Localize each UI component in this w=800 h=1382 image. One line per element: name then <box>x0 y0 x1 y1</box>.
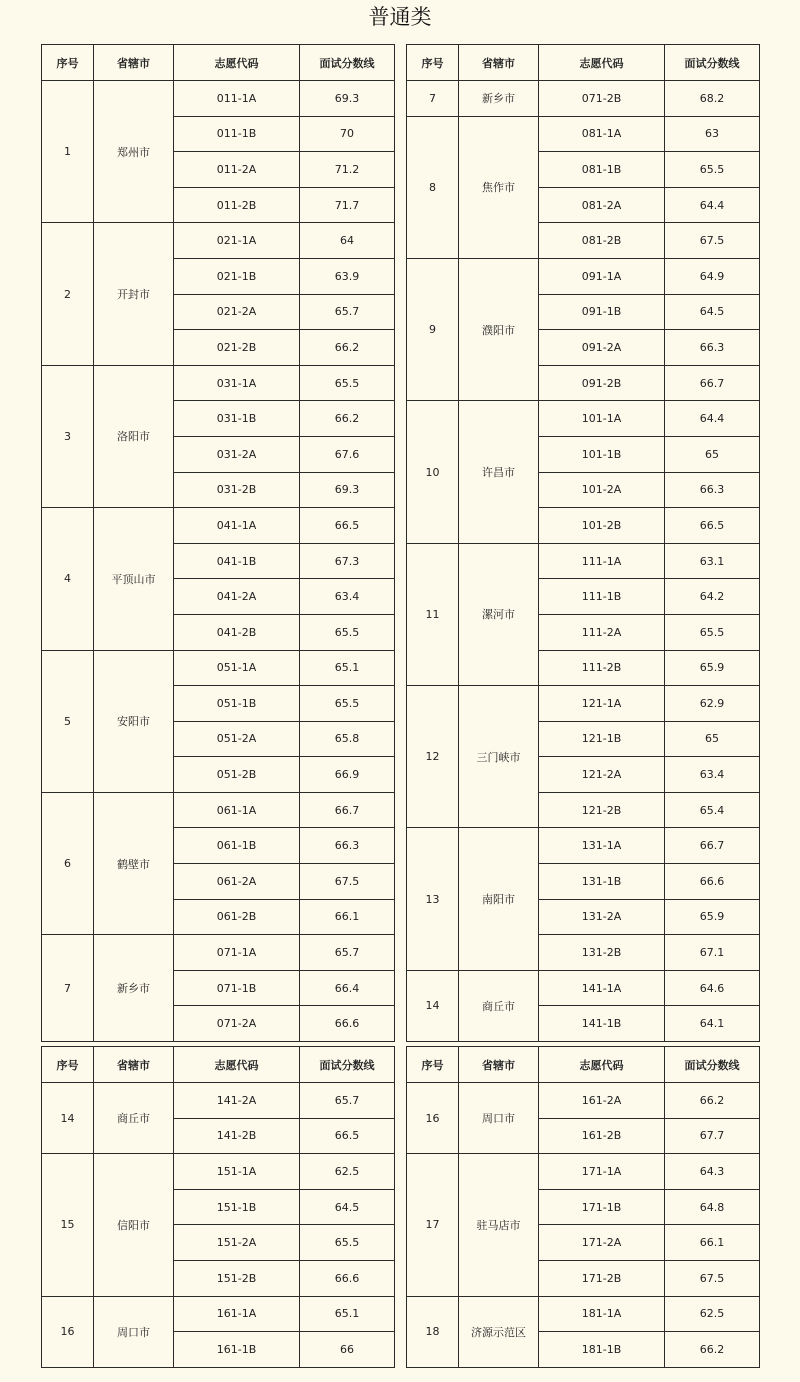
table-row <box>407 828 760 864</box>
interview-score: 64.5 <box>665 294 760 330</box>
interview-score: 64.4 <box>665 187 760 223</box>
interview-score: 66.4 <box>300 970 395 1006</box>
interview-score: 64.6 <box>665 970 760 1006</box>
choice-code: 051-1B <box>174 686 300 722</box>
interview-score: 65.5 <box>300 1225 395 1261</box>
choice-code: 111-2B <box>539 650 665 686</box>
choice-code: 181-1B <box>539 1332 665 1368</box>
interview-score: 65.5 <box>665 152 760 188</box>
row-number: 13 <box>407 828 459 970</box>
choice-code: 161-2A <box>539 1083 665 1119</box>
city-name: 商丘市 <box>94 1083 174 1154</box>
choice-code: 061-1A <box>174 792 300 828</box>
choice-code: 131-2A <box>539 899 665 935</box>
table-row <box>42 508 395 544</box>
city-name: 开封市 <box>94 223 174 365</box>
choice-code: 121-2B <box>539 792 665 828</box>
choice-code: 091-1A <box>539 258 665 294</box>
choice-code: 161-2B <box>539 1118 665 1154</box>
interview-score: 66.3 <box>300 828 395 864</box>
interview-score: 66.7 <box>300 792 395 828</box>
choice-code: 011-2A <box>174 152 300 188</box>
choice-code: 151-1A <box>174 1154 300 1190</box>
interview-score: 66.5 <box>300 508 395 544</box>
interview-score: 65 <box>665 721 760 757</box>
interview-score: 66.5 <box>300 1118 395 1154</box>
choice-code: 171-1A <box>539 1154 665 1190</box>
choice-code: 031-2B <box>174 472 300 508</box>
city-name: 许昌市 <box>459 401 539 543</box>
interview-score: 67.5 <box>665 1260 760 1296</box>
interview-score: 67.3 <box>300 543 395 579</box>
interview-score: 65.9 <box>665 899 760 935</box>
interview-score: 62.9 <box>665 686 760 722</box>
choice-code: 071-1A <box>174 935 300 971</box>
city-name: 濮阳市 <box>459 258 539 400</box>
row-number: 14 <box>407 970 459 1041</box>
row-number: 16 <box>42 1296 94 1367</box>
choice-code: 071-2B <box>539 81 665 117</box>
city-name: 新乡市 <box>94 935 174 1042</box>
header-code: 志愿代码 <box>539 45 665 81</box>
row-number: 16 <box>407 1083 459 1154</box>
interview-score: 65.5 <box>300 614 395 650</box>
choice-code: 061-1B <box>174 828 300 864</box>
interview-score: 65.4 <box>665 792 760 828</box>
interview-score: 66.1 <box>665 1225 760 1261</box>
choice-code: 041-2B <box>174 614 300 650</box>
header-city: 省辖市 <box>459 45 539 81</box>
choice-code: 121-1B <box>539 721 665 757</box>
interview-score: 67.5 <box>300 864 395 900</box>
interview-score: 66.3 <box>665 330 760 366</box>
interview-score: 65.5 <box>665 614 760 650</box>
row-number: 17 <box>407 1154 459 1296</box>
table-row <box>407 686 760 722</box>
choice-code: 111-1A <box>539 543 665 579</box>
choice-code: 161-1B <box>174 1332 300 1368</box>
score-table-3 <box>41 1046 395 1368</box>
choice-code: 171-2B <box>539 1260 665 1296</box>
table-row <box>407 970 760 1006</box>
interview-score: 62.5 <box>665 1296 760 1332</box>
header-code: 志愿代码 <box>174 45 300 81</box>
choice-code: 021-2B <box>174 330 300 366</box>
choice-code: 051-1A <box>174 650 300 686</box>
row-number: 1 <box>42 81 94 223</box>
choice-code: 021-1A <box>174 223 300 259</box>
header-row <box>407 1047 760 1083</box>
interview-score: 65.9 <box>665 650 760 686</box>
city-name: 商丘市 <box>459 970 539 1041</box>
interview-score: 69.3 <box>300 472 395 508</box>
choice-code: 051-2A <box>174 721 300 757</box>
interview-score: 64.5 <box>300 1189 395 1225</box>
interview-score: 66.9 <box>300 757 395 793</box>
row-number: 11 <box>407 543 459 685</box>
choice-code: 151-1B <box>174 1189 300 1225</box>
interview-score: 65.1 <box>300 1296 395 1332</box>
row-number: 5 <box>42 650 94 792</box>
choice-code: 161-1A <box>174 1296 300 1332</box>
interview-score: 63.9 <box>300 258 395 294</box>
header-no: 序号 <box>407 45 459 81</box>
table-row <box>407 1154 760 1190</box>
choice-code: 031-2A <box>174 436 300 472</box>
interview-score: 66.7 <box>665 365 760 401</box>
row-number: 6 <box>42 792 94 934</box>
city-name: 安阳市 <box>94 650 174 792</box>
header-row <box>42 45 395 81</box>
interview-score: 66.7 <box>665 828 760 864</box>
city-name: 周口市 <box>459 1083 539 1154</box>
interview-score: 66.6 <box>300 1260 395 1296</box>
choice-code: 151-2A <box>174 1225 300 1261</box>
interview-score: 65.7 <box>300 294 395 330</box>
choice-code: 091-1B <box>539 294 665 330</box>
choice-code: 011-2B <box>174 187 300 223</box>
interview-score: 66.1 <box>300 899 395 935</box>
interview-score: 63.4 <box>300 579 395 615</box>
interview-score: 64.1 <box>665 1006 760 1042</box>
choice-code: 101-2B <box>539 508 665 544</box>
interview-score: 62.5 <box>300 1154 395 1190</box>
header-score: 面试分数线 <box>300 1047 395 1083</box>
city-name: 漯河市 <box>459 543 539 685</box>
table-row <box>42 1296 395 1332</box>
interview-score: 64.3 <box>665 1154 760 1190</box>
interview-score: 65.1 <box>300 650 395 686</box>
header-score: 面试分数线 <box>665 1047 760 1083</box>
choice-code: 021-2A <box>174 294 300 330</box>
interview-score: 67.5 <box>665 223 760 259</box>
interview-score: 63 <box>665 116 760 152</box>
choice-code: 121-2A <box>539 757 665 793</box>
choice-code: 041-2A <box>174 579 300 615</box>
table-row <box>42 935 395 971</box>
interview-score: 65.5 <box>300 686 395 722</box>
city-name: 南阳市 <box>459 828 539 970</box>
interview-score: 66.6 <box>665 864 760 900</box>
interview-score: 66.6 <box>300 1006 395 1042</box>
interview-score: 65.5 <box>300 365 395 401</box>
interview-score: 67.6 <box>300 436 395 472</box>
city-name: 周口市 <box>94 1296 174 1367</box>
header-row <box>42 1047 395 1083</box>
row-number: 14 <box>42 1083 94 1154</box>
header-no: 序号 <box>42 45 94 81</box>
table-row <box>42 81 395 117</box>
choice-code: 091-2A <box>539 330 665 366</box>
choice-code: 151-2B <box>174 1260 300 1296</box>
header-city: 省辖市 <box>94 45 174 81</box>
interview-score: 66.3 <box>665 472 760 508</box>
choice-code: 081-2B <box>539 223 665 259</box>
choice-code: 011-1A <box>174 81 300 117</box>
city-name: 驻马店市 <box>459 1154 539 1296</box>
table-row <box>42 1154 395 1190</box>
city-name: 洛阳市 <box>94 365 174 507</box>
row-number: 8 <box>407 116 459 258</box>
table-row <box>42 792 395 828</box>
choice-code: 141-2B <box>174 1118 300 1154</box>
interview-score: 65.7 <box>300 935 395 971</box>
page-title: 普通类 <box>368 5 432 29</box>
choice-code: 111-2A <box>539 614 665 650</box>
choice-code: 071-1B <box>174 970 300 1006</box>
table-row <box>407 401 760 437</box>
interview-score: 64.4 <box>665 401 760 437</box>
choice-code: 011-1B <box>174 116 300 152</box>
row-number: 4 <box>42 508 94 650</box>
row-number: 7 <box>407 81 459 117</box>
city-name: 郑州市 <box>94 81 174 223</box>
interview-score: 64 <box>300 223 395 259</box>
interview-score: 71.2 <box>300 152 395 188</box>
interview-score: 63.1 <box>665 543 760 579</box>
interview-score: 66.5 <box>665 508 760 544</box>
row-number: 12 <box>407 686 459 828</box>
choice-code: 171-1B <box>539 1189 665 1225</box>
choice-code: 101-1B <box>539 436 665 472</box>
table-row <box>42 1083 395 1119</box>
row-number: 18 <box>407 1296 459 1367</box>
table-row <box>42 365 395 401</box>
choice-code: 141-1A <box>539 970 665 1006</box>
header-no: 序号 <box>407 1047 459 1083</box>
interview-score: 64.8 <box>665 1189 760 1225</box>
choice-code: 031-1A <box>174 365 300 401</box>
choice-code: 031-1B <box>174 401 300 437</box>
city-name: 鹤壁市 <box>94 792 174 934</box>
choice-code: 131-1B <box>539 864 665 900</box>
row-number: 15 <box>42 1154 94 1296</box>
interview-score: 64.9 <box>665 258 760 294</box>
row-number: 10 <box>407 401 459 543</box>
choice-code: 051-2B <box>174 757 300 793</box>
interview-score: 66 <box>300 1332 395 1368</box>
interview-score: 68.2 <box>665 81 760 117</box>
table-row <box>407 258 760 294</box>
header-code: 志愿代码 <box>174 1047 300 1083</box>
interview-score: 66.2 <box>665 1083 760 1119</box>
row-number: 2 <box>42 223 94 365</box>
choice-code: 131-2B <box>539 935 665 971</box>
score-table-4 <box>406 1046 760 1368</box>
interview-score: 66.2 <box>665 1332 760 1368</box>
table-row <box>407 116 760 152</box>
row-number: 7 <box>42 935 94 1042</box>
choice-code: 061-2A <box>174 864 300 900</box>
choice-code: 071-2A <box>174 1006 300 1042</box>
header-row <box>407 45 760 81</box>
interview-score: 63.4 <box>665 757 760 793</box>
choice-code: 141-2A <box>174 1083 300 1119</box>
table-row <box>407 1083 760 1119</box>
interview-score: 67.7 <box>665 1118 760 1154</box>
choice-code: 041-1B <box>174 543 300 579</box>
choice-code: 081-1A <box>539 116 665 152</box>
choice-code: 171-2A <box>539 1225 665 1261</box>
header-score: 面试分数线 <box>665 45 760 81</box>
table-row <box>42 223 395 259</box>
table-row <box>407 543 760 579</box>
interview-score: 70 <box>300 116 395 152</box>
header-score: 面试分数线 <box>300 45 395 81</box>
city-name: 信阳市 <box>94 1154 174 1296</box>
score-table-1 <box>41 44 395 1042</box>
city-name: 平顶山市 <box>94 508 174 650</box>
choice-code: 081-1B <box>539 152 665 188</box>
row-number: 9 <box>407 258 459 400</box>
interview-score: 64.2 <box>665 579 760 615</box>
choice-code: 061-2B <box>174 899 300 935</box>
city-name: 新乡市 <box>459 81 539 117</box>
choice-code: 101-1A <box>539 401 665 437</box>
choice-code: 181-1A <box>539 1296 665 1332</box>
choice-code: 041-1A <box>174 508 300 544</box>
choice-code: 091-2B <box>539 365 665 401</box>
city-name: 三门峡市 <box>459 686 539 828</box>
interview-score: 67.1 <box>665 935 760 971</box>
interview-score: 71.7 <box>300 187 395 223</box>
city-name: 焦作市 <box>459 116 539 258</box>
score-table-2 <box>406 44 760 1042</box>
choice-code: 081-2A <box>539 187 665 223</box>
header-city: 省辖市 <box>459 1047 539 1083</box>
table-row <box>407 1296 760 1332</box>
header-no: 序号 <box>42 1047 94 1083</box>
interview-score: 69.3 <box>300 81 395 117</box>
interview-score: 66.2 <box>300 401 395 437</box>
interview-score: 66.2 <box>300 330 395 366</box>
choice-code: 101-2A <box>539 472 665 508</box>
table-row <box>42 650 395 686</box>
choice-code: 021-1B <box>174 258 300 294</box>
choice-code: 141-1B <box>539 1006 665 1042</box>
interview-score: 65.7 <box>300 1083 395 1119</box>
interview-score: 65.8 <box>300 721 395 757</box>
city-name: 济源示范区 <box>459 1296 539 1367</box>
table-row <box>407 81 760 117</box>
row-number: 3 <box>42 365 94 507</box>
choice-code: 131-1A <box>539 828 665 864</box>
header-code: 志愿代码 <box>539 1047 665 1083</box>
choice-code: 121-1A <box>539 686 665 722</box>
header-city: 省辖市 <box>94 1047 174 1083</box>
interview-score: 65 <box>665 436 760 472</box>
choice-code: 111-1B <box>539 579 665 615</box>
